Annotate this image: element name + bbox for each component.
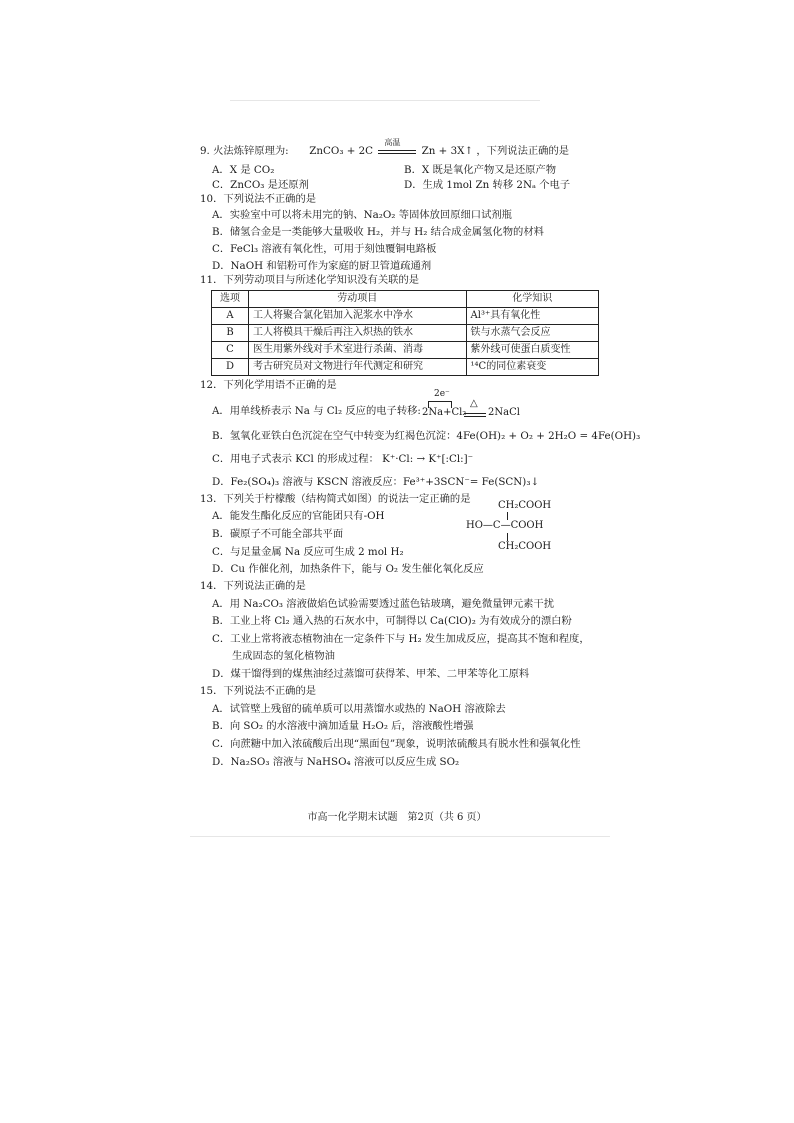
q10-option-a: A．实验室中可以将未用完的钠、Na₂O₂ 等固体放回原细口试剂瓶 (212, 209, 512, 221)
q14-option-a: A．用 Na₂CO₃ 溶液做焰色试验需要透过蓝色钴玻璃，避免微量钾元素干扰 (212, 598, 555, 610)
q11-stem: 11．下列劳动项目与所述化学知识没有关联的是 (200, 274, 420, 286)
q11-row-knowledge: Al³⁺具有氧化性 (466, 308, 598, 325)
q15-option-a: A．试管壁上残留的硫单质可以用蒸馏水或热的 NaOH 溶液除去 (212, 703, 506, 715)
structure-bond-top (507, 512, 508, 520)
q13-option-c: C．与足量金属 Na 反应可生成 2 mol H₂ (212, 546, 404, 558)
q11-row-task: 医生用紫外线对手术室进行杀菌、消毒 (249, 342, 467, 359)
q11-row-task: 考古研究员对文物进行年代测定和研究 (249, 359, 467, 376)
q13-option-b: B．碳原子不可能全部共平面 (212, 528, 344, 540)
citric-acid-structure (466, 500, 586, 556)
q12-stem: 12．下列化学用语不正确的是 (200, 379, 337, 391)
q12-a-eq-right: 2NaCl (488, 407, 520, 418)
q12-option-c-text: C．用电子式表示 KCl 的形成过程： (212, 453, 379, 465)
q9-stem-b: ，下列说法正确的是 (476, 145, 570, 157)
q15-option-b: B．向 SO₂ 的水溶液中滴加适量 H₂O₂ 后，溶液酸性增强 (212, 720, 474, 732)
q9-option-d: D．生成 1mol Zn 转移 2Nₐ 个电子 (404, 179, 571, 191)
q12-a-eq-left: 2Na+Cl₂ (422, 407, 467, 418)
q9-option-a: A．X 是 CO₂ (212, 164, 275, 176)
q14-option-d: D．煤干馏得到的煤焦油经过蒸馏可获得苯、甲苯、二甲苯等化工原料 (212, 668, 530, 680)
q11-header-task: 劳动项目 (249, 291, 467, 308)
structure-bottom-group: CH₂COOH (498, 541, 552, 552)
q11-row-knowledge: 紫外线可使蛋白质变性 (466, 342, 598, 359)
q9-eq-condition: 高温 (384, 138, 401, 147)
q11-row-knowledge: 铁与水蒸气会反应 (466, 325, 598, 342)
q11-row-task: 工人将聚合氯化铝加入泥浆水中净水 (249, 308, 467, 325)
table-row (212, 342, 599, 359)
q9-option-b: B．X 既是氧化产物又是还原产物 (404, 164, 557, 176)
q14-option-c: C．工业上常将液态植物油在一定条件下与 H₂ 发生加成反应，提高其不饱和程度， (212, 633, 590, 645)
q14-option-b: B．工业上将 Cl₂ 通入热的石灰水中，可制得以 Ca(ClO)₂ 为有效成分的漂白粉 (212, 615, 572, 627)
q11-header-knowledge: 化学知识 (466, 291, 598, 308)
q10-option-c: C．FeCl₃ 溶液有氧化性，可用于刻蚀覆铜电路板 (212, 243, 437, 255)
table-row (212, 308, 599, 325)
q14-option-c-cont: 生成固态的氢化植物油 (232, 650, 335, 662)
q10-option-d: D．NaOH 和铝粉可作为家庭的厨卫管道疏通剂 (212, 260, 432, 272)
q12-a-eq-arrow (464, 413, 486, 417)
q11-header-option: 选项 (212, 291, 249, 308)
q11-table (211, 290, 599, 376)
q15-option-c: C．向蔗糖中加入浓硫酸后出现“黑面包”现象，说明浓硫酸具有脱水性和强氧化性 (212, 738, 581, 750)
q9-stem (200, 138, 570, 158)
q12-a-equation (420, 389, 530, 421)
page-footer: 市高一化学期末试题 第2页（共 6 页） (307, 812, 487, 823)
q13-option-a: A．能发生酯化反应的官能团只有-OH (212, 510, 385, 522)
q11-row-knowledge: ¹⁴C的同位素衰变 (466, 359, 598, 376)
q11-row-task: 工人将模具干燥后再注入炽热的铁水 (249, 325, 467, 342)
q10-option-b: B．储氢合金是一类能够大量吸收 H₂，并与 H₂ 结合成金属氢化物的材料 (212, 226, 544, 238)
q15-option-d: D．Na₂SO₃ 溶液与 NaHSO₄ 溶液可以反应生成 SO₂ (212, 756, 460, 768)
q12-a-eq-condition: △ (470, 398, 478, 409)
q12-a-electron-label: 2e⁻ (434, 389, 450, 399)
q12-option-c (212, 452, 473, 466)
q9-option-c: C．ZnCO₃ 是还原剂 (212, 179, 309, 191)
scan-edge-bottom (190, 836, 610, 837)
q13-stem: 13．下列关于柠檬酸（结构简式如图）的说法一定正确的是 (200, 493, 471, 505)
q9-eq-right: Zn + 3X↑ (421, 145, 474, 157)
q10-stem: 10．下列说法不正确的是 (200, 193, 317, 205)
q11-row-option: A (212, 308, 249, 325)
q9-eq-arrow (376, 138, 418, 158)
q13-option-d: D．Cu 作催化剂，加热条件下，能与 O₂ 发生催化氧化反应 (212, 563, 484, 575)
table-row (212, 359, 599, 376)
structure-bond-bottom (507, 533, 508, 541)
q15-stem: 15．下列说法不正确的是 (200, 685, 317, 697)
q9-eq-left: ZnCO₃ + 2C (309, 145, 374, 157)
scan-edge-top (230, 100, 540, 101)
q12-option-d: D．Fe₂(SO₄)₃ 溶液与 KSCN 溶液反应：Fe³⁺+3SCN⁻= Fe(SCN)₃↓ (212, 476, 540, 488)
q12-option-b: B．氢氧化亚铁白色沉淀在空气中转变为红褐色沉淀：4Fe(OH)₂ + O₂ + 2H₂O = 4Fe(OH)₃ (212, 430, 641, 442)
q11-row-option: C (212, 342, 249, 359)
structure-top-group: CH₂COOH (498, 500, 552, 511)
table-row (212, 325, 599, 342)
structure-middle-row: HO—C—COOH (466, 520, 544, 531)
q11-row-option: D (212, 359, 249, 376)
q12-c-equation: K⁺·Cl: → K⁺[:Cl:]⁻ (382, 453, 474, 465)
q14-stem: 14．下列说法正确的是 (200, 580, 306, 592)
q12-option-a: A．用单线桥表示 Na 与 Cl₂ 反应的电子转移: (212, 405, 421, 417)
q11-row-option: B (212, 325, 249, 342)
q9-stem-a: 9. 火法炼锌原理为: (200, 145, 289, 157)
q11-table-header (212, 291, 599, 308)
